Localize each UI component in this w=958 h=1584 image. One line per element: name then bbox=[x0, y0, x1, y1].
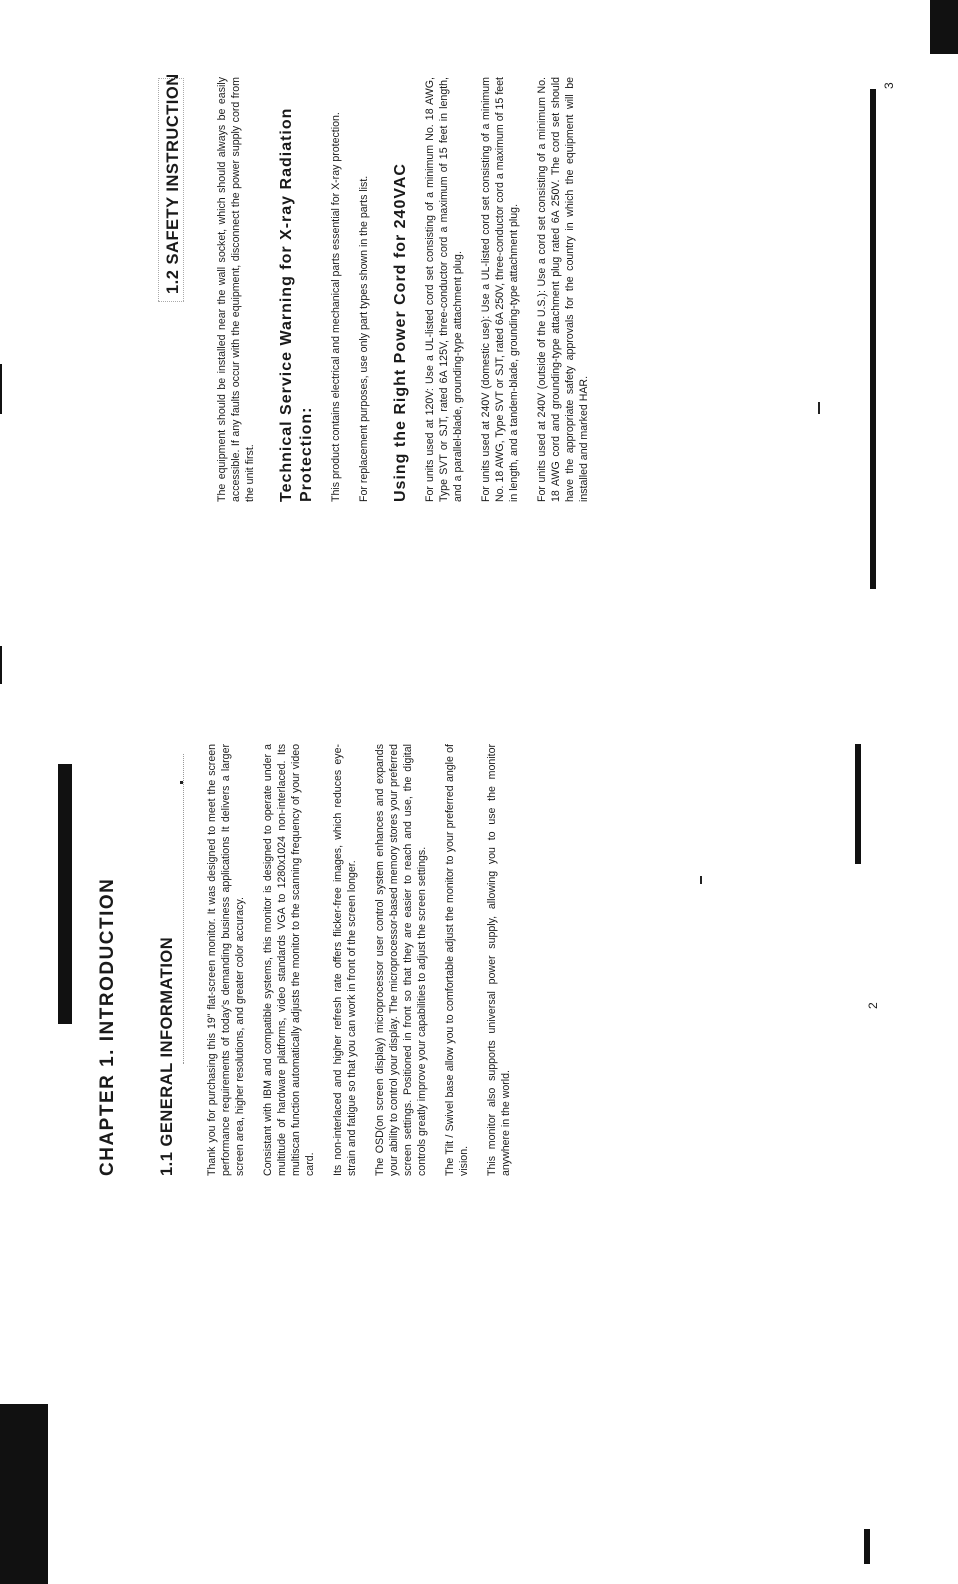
paragraph: Consistant with IBM and compatible systems, this monitor is designed to operate under a multitude of hardware platforms, video standards VGA to 1280x1024 non-interlaced. Its multiscan function automatically adjusts the monitor to the scanning frequency of your video card. bbox=[262, 744, 316, 1176]
footer-tick-left bbox=[864, 1529, 870, 1564]
chapter-rule bbox=[58, 764, 72, 1024]
scan-edge-tick-2 bbox=[0, 364, 2, 414]
paragraph: The Tilt / Swivel base allow you to comfortable adjust the monitor to your preferred angle of vision. bbox=[444, 744, 470, 1176]
right-body-column bbox=[215, 77, 605, 502]
paragraph: For units used at 120V: Use a UL-listed cord set consisting of a minimum No. 18 AWG, Type SVT or SJT, rated 6A 125V, three-conductor cord a maximum of 15 feet in length, and a parallel-blade, grounding-type attachment plug. bbox=[424, 77, 464, 502]
paragraph: The OSD(on screen display) microprocessor user control system enhances and expands your ability to control your display. The microprocessor-based memory stores your preferred screen settings. Positioned in front so that they are easier to reach and use, the digital controls greatly improve your capabilities to adjust the screen settings. bbox=[374, 744, 428, 1176]
paragraph: For units used at 240V (outside of the U.S.): Use a cord set consisting of a minimum No. 18 AWG cord and grounding-type attachment plug rated 6A 250V. The cord set should have the appropriate safety approvals for the country in which the equipment will be installed and marked HAR. bbox=[536, 77, 590, 502]
paragraph: For replacement purposes, use only part types shown in the parts list. bbox=[358, 175, 370, 502]
left-body-column bbox=[205, 744, 527, 1176]
xray-heading: Technical Service Warning for X-ray Radiation Protection: bbox=[278, 107, 315, 502]
section-heading-safety: 1.2 SAFETY INSTRUCTION bbox=[164, 73, 182, 294]
heading-box bbox=[158, 78, 184, 302]
heading-underline bbox=[183, 754, 184, 1064]
power-cord-heading: Using the Right Power Cord for 240VAC bbox=[392, 163, 409, 502]
page-number-right: 3 bbox=[882, 82, 896, 89]
footer-rule-left bbox=[855, 744, 861, 864]
chapter-title: CHAPTER 1. INTRODUCTION bbox=[97, 877, 118, 1176]
paragraph: For units used at 240V (domestic use): Use a UL-listed cord set consisting of a minimum No. 18 AWG, Type SVT or SJT, rated 6A 250V, three-conductor cord a maximum of 15 feet in length, and a tandem-blade, grounding-type attachment plug. bbox=[480, 77, 520, 502]
paragraph: Thank you for purchasing this 19" flat-screen monitor. It was designed to meet the screen performance requirements of today's demanding business applications It delivers a larger screen area, higher resolutions, and greater color accuracy. bbox=[206, 744, 246, 1176]
paragraph: Its non-interlaced and higher refresh rate offers flicker-free images, which reduces eye-strain and fatigue so that you can work in front of the screen longer. bbox=[332, 744, 358, 1176]
paragraph: This monitor also supports universal power supply, allowing you to use the monitor anywhere in the world. bbox=[486, 744, 512, 1176]
paragraph: The equipment should be installed near the wall socket, which should always be easily accessible. If any faults occur with the equipment, disconnect the power supply cord from the unit first. bbox=[216, 77, 256, 502]
scan-edge-tick bbox=[0, 646, 2, 684]
scan-speck bbox=[700, 876, 702, 884]
paragraph: This product contains electrical and mechanical parts essential for X-ray protection. bbox=[330, 112, 342, 502]
scan-speck bbox=[818, 402, 820, 414]
page-number-left: 2 bbox=[866, 1002, 880, 1009]
footer-rule-right bbox=[870, 89, 876, 589]
scan-edge-bar-right bbox=[930, 0, 958, 54]
section-heading-general: 1.1 GENERAL INFORMATION bbox=[158, 936, 176, 1176]
scan-edge-bar-left bbox=[0, 1404, 48, 1584]
